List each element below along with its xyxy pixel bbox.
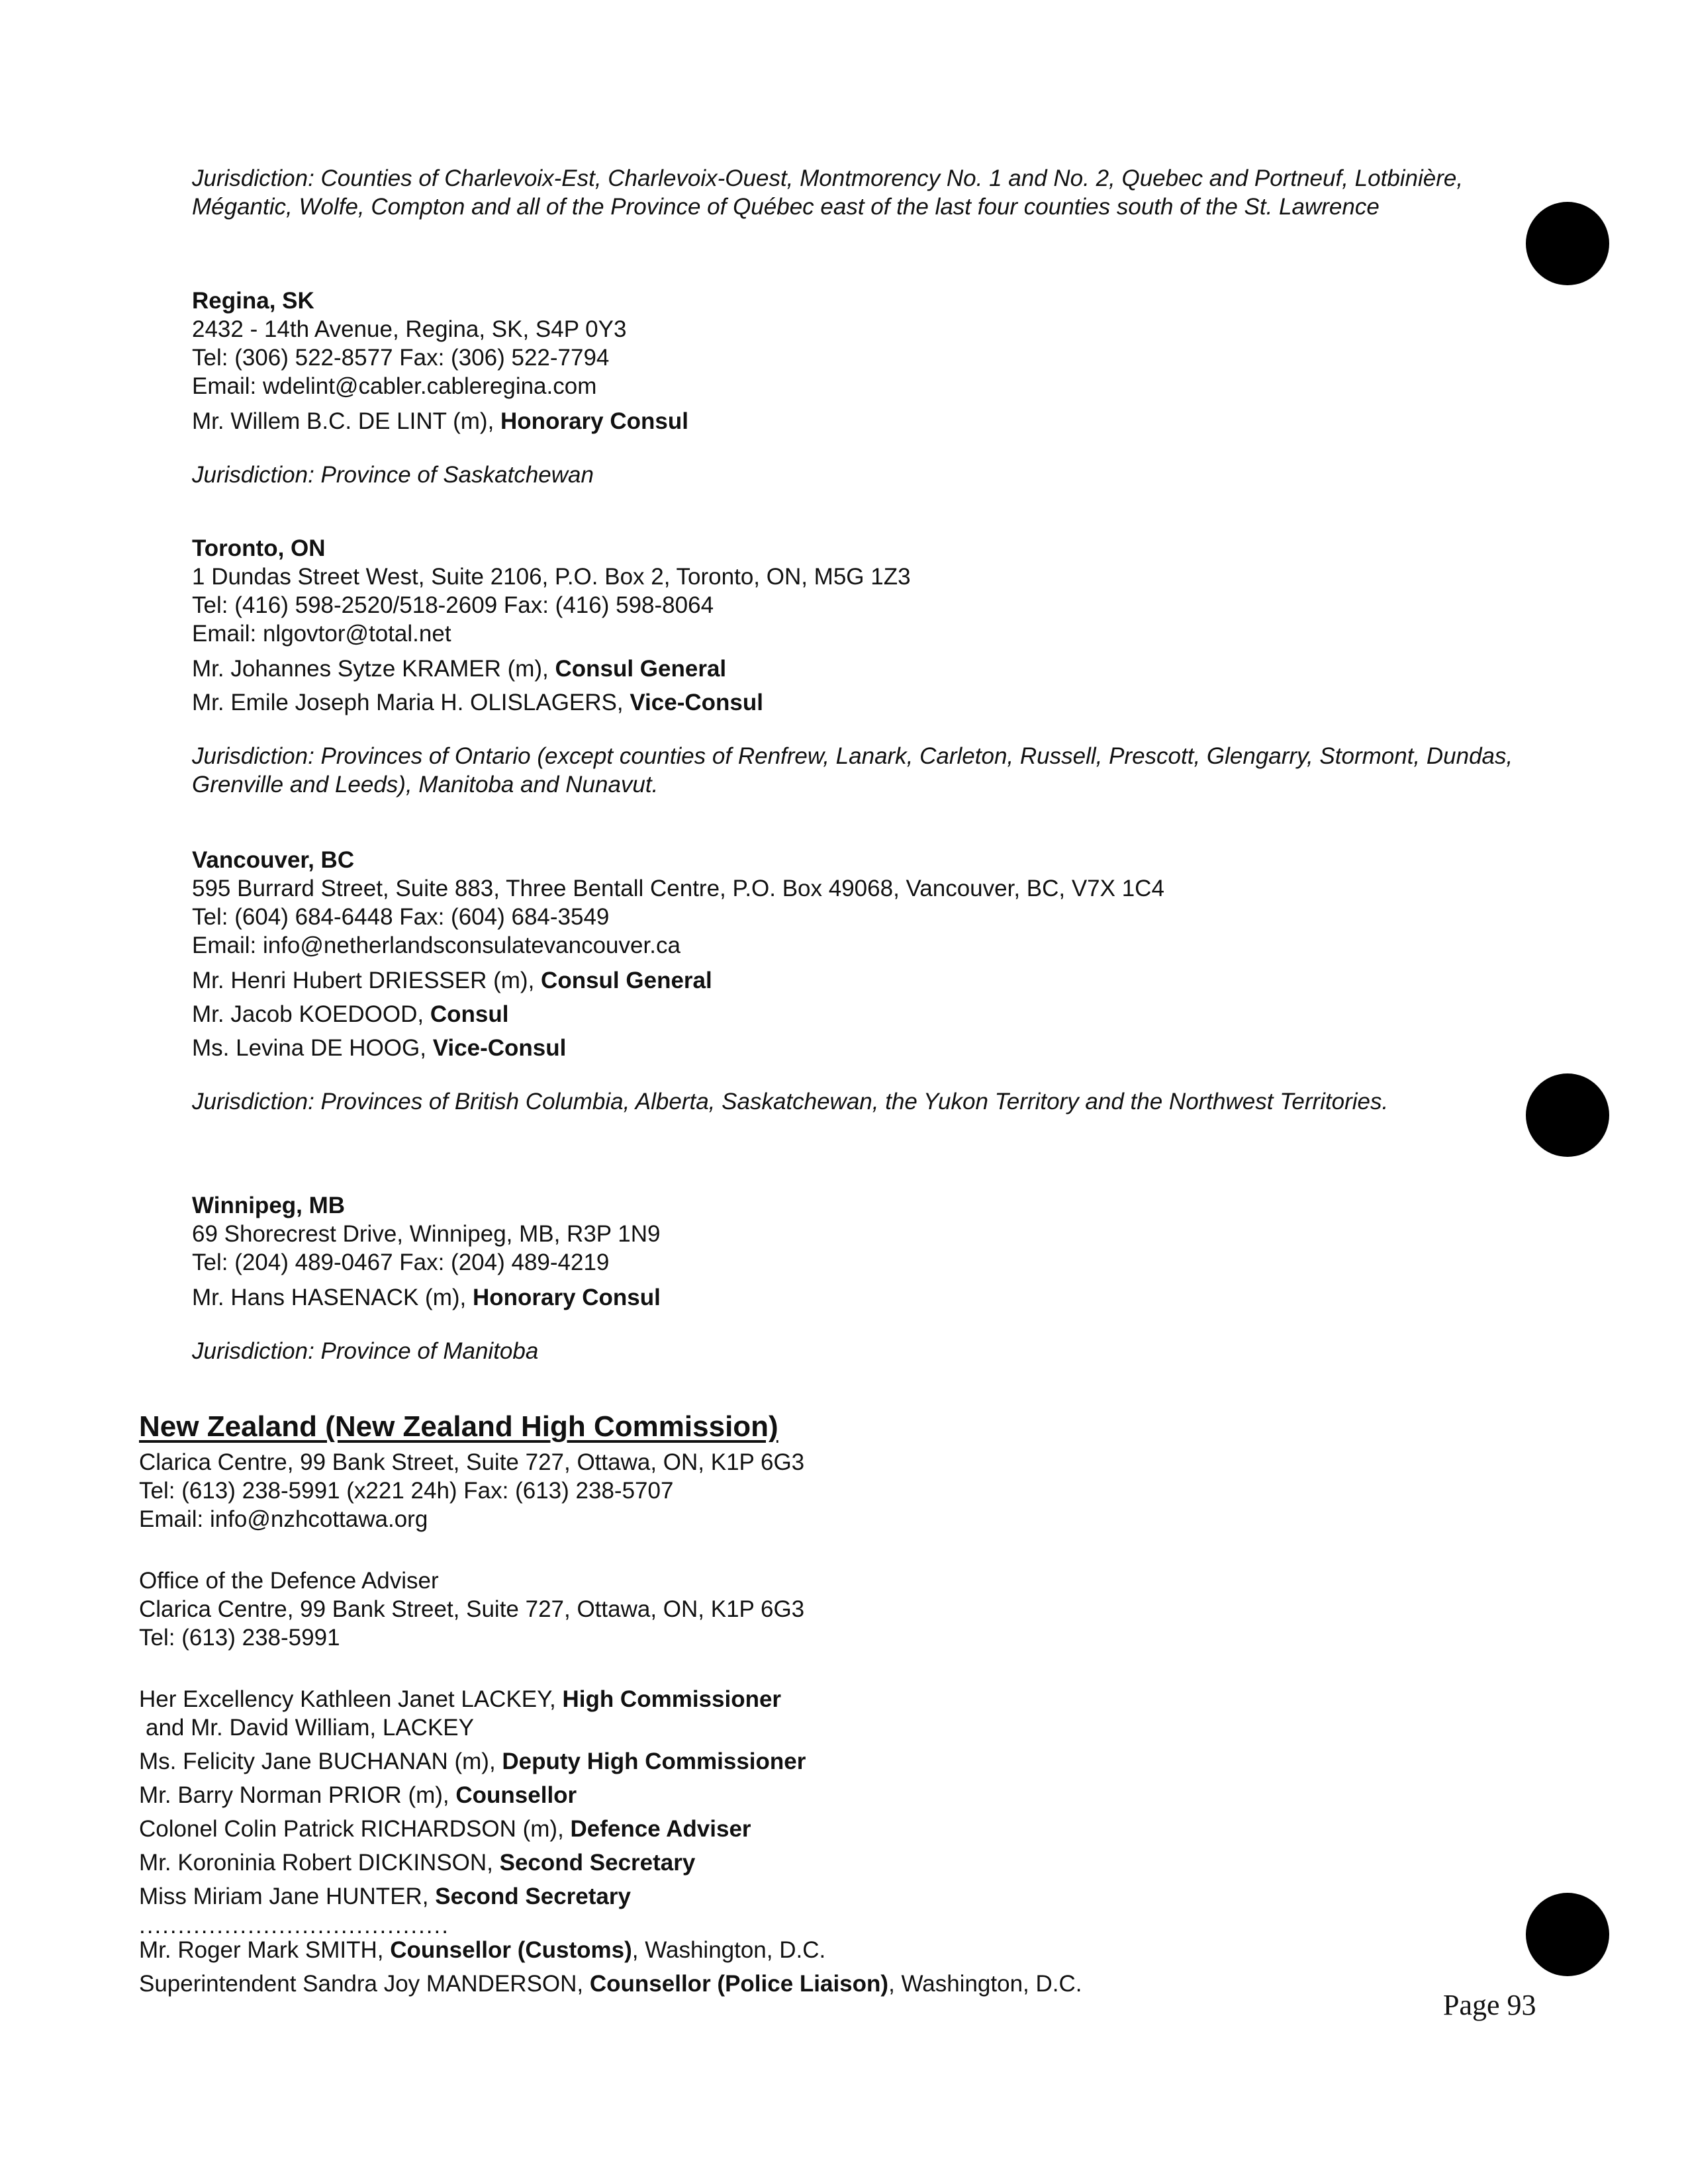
staff-entry-washington [139, 1936, 1463, 1964]
staff-entry [139, 1882, 1463, 1911]
jurisdiction-text: Jurisdiction: Counties of Charlevoix-Est, Charlevoix-Ouest, Montmorency No. 1 and No. 2, Quebec and Portneuf, Lotbinière, Mégantic, Wolfe, Compton and all of the Province of Québec east of the last four counties south of the St. Lawrence [192, 165, 1464, 220]
address: 595 Burrard Street, Suite 883, Three Bentall Centre, P.O. Box 49068, Vancouver, BC, V7X 1C4 [192, 876, 1164, 901]
consulate-regina [192, 287, 1569, 489]
staff-location: , Washington, D.C. [888, 1971, 1082, 1997]
consulate-toronto [192, 534, 1569, 799]
punch-hole-top [1526, 202, 1609, 285]
staff-title: Counsellor [455, 1782, 577, 1808]
tel-fax: Tel: (613) 238-5991 (x221 24h) Fax: (613) 238-5707 [139, 1478, 674, 1504]
city-heading: Regina, SK [192, 288, 314, 314]
dotted-separator: ........................................ [139, 1913, 449, 1938]
jurisdiction-text: Jurisdiction: Province of Saskatchewan [192, 462, 594, 488]
tel-fax: Tel: (204) 489-0467 Fax: (204) 489-4219 [192, 1250, 610, 1275]
staff-title: Consul General [541, 968, 712, 993]
city-heading: Vancouver, BC [192, 847, 355, 873]
staff-entry-washington [139, 1970, 1463, 1998]
quebec-jurisdiction-block [192, 164, 1509, 221]
city-heading: Toronto, ON [192, 535, 326, 561]
staff-entry [139, 1848, 1463, 1877]
high-commissioner-entry [139, 1685, 1463, 1713]
jurisdiction-text: Jurisdiction: Provinces of British Columbia, Alberta, Saskatchewan, the Yukon Territory and the Northwest Territories. [192, 1089, 1389, 1115]
email: Email: wdelint@cabler.cableregina.com [192, 373, 597, 399]
defence-office-address: Clarica Centre, 99 Bank Street, Suite 727, Ottawa, ON, K1P 6G3 [139, 1596, 805, 1622]
address: Clarica Centre, 99 Bank Street, Suite 727, Ottawa, ON, K1P 6G3 [139, 1449, 805, 1475]
defence-office-tel: Tel: (613) 238-5991 [139, 1625, 340, 1651]
city-heading: Winnipeg, MB [192, 1193, 346, 1218]
staff-title: Counsellor (Customs) [390, 1937, 632, 1963]
staff-title: Consul [430, 1001, 509, 1027]
staff-name: Mr. Jacob KOEDOOD, [192, 1001, 430, 1027]
address: 2432 - 14th Avenue, Regina, SK, S4P 0Y3 [192, 316, 627, 342]
staff-entry [192, 655, 1569, 683]
tel-fax: Tel: (604) 684-6448 Fax: (604) 684-3549 [192, 904, 610, 930]
consulate-vancouver [192, 846, 1569, 1116]
staff-entry [192, 407, 1569, 435]
staff-name: Mr. Koroninia Robert DICKINSON, [139, 1850, 500, 1876]
staff-entry [139, 1781, 1463, 1809]
jurisdiction-text: Jurisdiction: Province of Manitoba [192, 1338, 539, 1364]
tel-fax: Tel: (416) 598-2520/518-2609 Fax: (416) 598-8064 [192, 592, 714, 618]
staff-name: Ms. Felicity Jane BUCHANAN (m), [139, 1749, 502, 1774]
staff-title: Deputy High Commissioner [502, 1749, 806, 1774]
staff-name: Mr. Emile Joseph Maria H. OLISLAGERS, [192, 690, 630, 715]
staff-name: Mr. Willem B.C. DE LINT (m), [192, 408, 501, 434]
email: Email: info@nzhcottawa.org [139, 1506, 428, 1532]
staff-location: , Washington, D.C. [632, 1937, 826, 1963]
staff-title: Vice-Consul [630, 690, 763, 715]
staff-title: Consul General [555, 656, 727, 682]
staff-entry [139, 1747, 1463, 1776]
jurisdiction-text: Jurisdiction: Provinces of Ontario (except counties of Renfrew, Lanark, Carleton, Russell, Prescott, Glengarry, Stormont, Dundas, Grenville and Leeds), Manitoba and Nunavut. [192, 743, 1513, 797]
consulate-winnipeg [192, 1191, 1569, 1365]
staff-entry [192, 1000, 1569, 1028]
staff-title: Counsellor (Police Liaison) [589, 1971, 889, 1997]
defence-office-title: Office of the Defence Adviser [139, 1568, 439, 1594]
staff-entry [192, 688, 1569, 717]
country-heading: New Zealand (New Zealand High Commission) [139, 1410, 778, 1443]
staff-title: Honorary Consul [472, 1285, 661, 1310]
punch-hole-bottom [1526, 1893, 1609, 1976]
email: Email: nlgovtor@total.net [192, 621, 451, 647]
staff-name: Mr. Roger Mark SMITH, [139, 1937, 391, 1963]
staff-entry [139, 1815, 1463, 1843]
email: Email: info@netherlandsconsulatevancouver.ca [192, 933, 680, 958]
staff-name: Colonel Colin Patrick RICHARDSON (m), [139, 1816, 571, 1842]
new-zealand-section [139, 1410, 1463, 2003]
staff-title: Vice-Consul [432, 1035, 567, 1061]
staff-name: Her Excellency Kathleen Janet LACKEY, [139, 1686, 563, 1712]
staff-title: Defence Adviser [570, 1816, 751, 1842]
staff-title: High Commissioner [562, 1686, 782, 1712]
staff-name: Superintendent Sandra Joy MANDERSON, [139, 1971, 590, 1997]
staff-title: Second Secretary [435, 1884, 631, 1909]
staff-entry [192, 1283, 1569, 1312]
staff-name: Mr. Barry Norman PRIOR (m), [139, 1782, 456, 1808]
staff-entry [192, 966, 1569, 995]
staff-title: Second Secretary [499, 1850, 696, 1876]
staff-title: Honorary Consul [500, 408, 688, 434]
tel-fax: Tel: (306) 522-8577 Fax: (306) 522-7794 [192, 345, 610, 371]
staff-name: Mr. Hans HASENACK (m), [192, 1285, 473, 1310]
staff-name: Miss Miriam Jane HUNTER, [139, 1884, 436, 1909]
staff-name: Mr. Johannes Sytze KRAMER (m), [192, 656, 555, 682]
address: 69 Shorecrest Drive, Winnipeg, MB, R3P 1N9 [192, 1221, 661, 1247]
staff-name: Mr. Henri Hubert DRIESSER (m), [192, 968, 541, 993]
staff-entry [192, 1034, 1569, 1062]
staff-name: Ms. Levina DE HOOG, [192, 1035, 433, 1061]
page-number: Page 93 [1443, 1989, 1536, 2021]
address: 1 Dundas Street West, Suite 2106, P.O. Box 2, Toronto, ON, M5G 1Z3 [192, 564, 911, 590]
spouse-line: and Mr. David William, LACKEY [146, 1715, 474, 1741]
